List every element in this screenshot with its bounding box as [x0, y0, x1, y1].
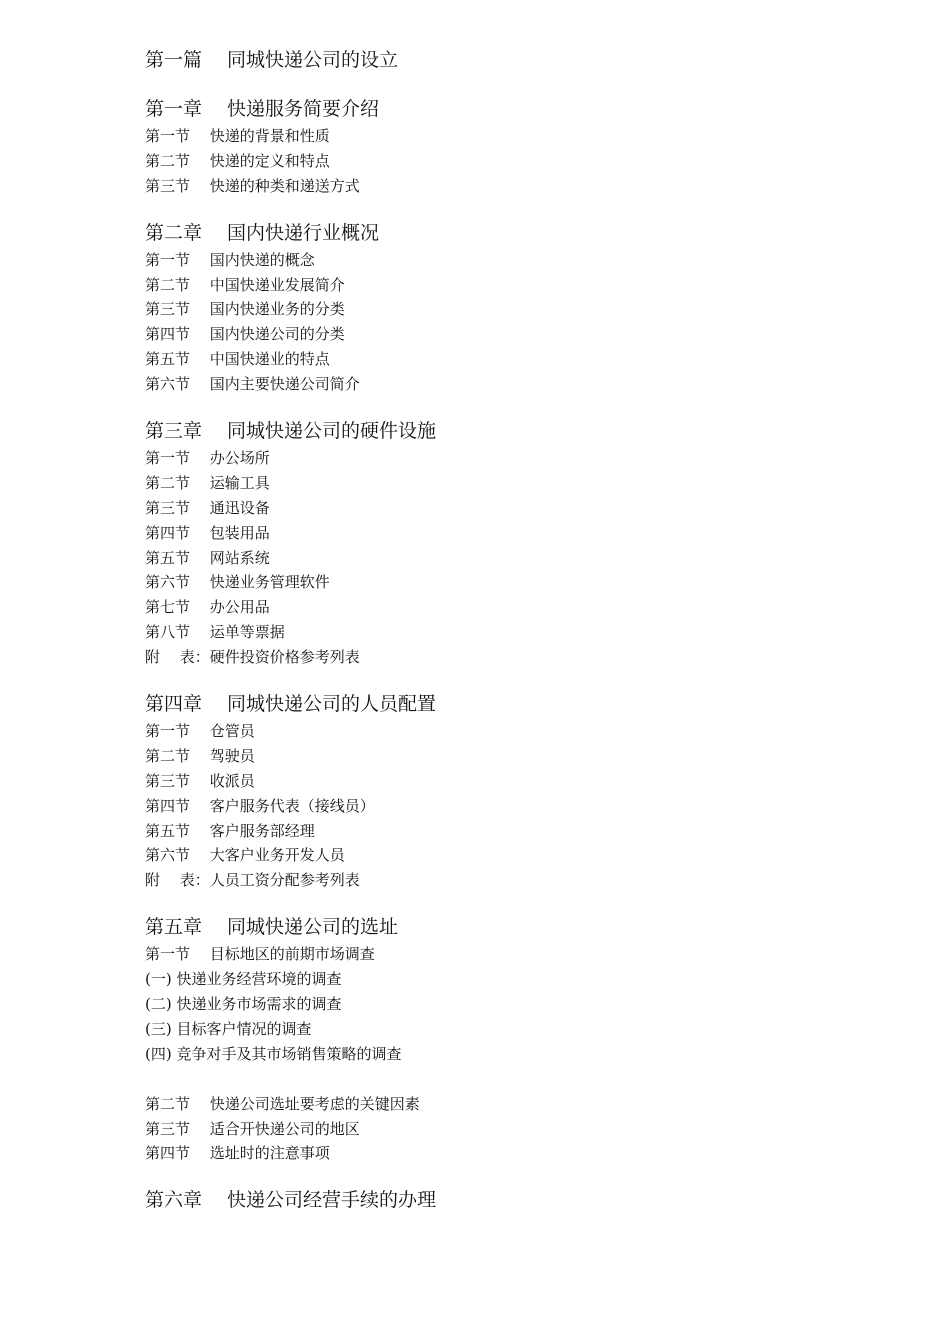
section-item: 第四节 客户服务代表（接线员） — [145, 796, 375, 815]
section-item: 第五节 中国快递业的特点 — [145, 350, 330, 369]
section-item: (四) 竞争对手及其市场销售策略的调查 — [145, 1044, 402, 1063]
section-item: 第三节 适合开快递公司的地区 — [145, 1119, 360, 1138]
section-item: 第一节 办公场所 — [145, 449, 270, 468]
section-item: (一) 快递业务经营环境的调查 — [145, 970, 342, 989]
chapter-section — [145, 97, 845, 199]
section-item: 第八节 运单等票据 — [145, 623, 285, 642]
section-item: 第四节 选址时的注意事项 — [145, 1144, 330, 1163]
chapter-title: 第五章 同城快递公司的选址 — [145, 916, 399, 939]
section-item: 附 表：硬件投资价格参考列表 — [145, 648, 360, 667]
section-item: 第一节 仓管员 — [145, 722, 255, 741]
section-item: 第三节 国内快递业务的分类 — [145, 300, 345, 319]
section-item: 附 表：人员工资分配参考列表 — [145, 871, 360, 890]
section-item: 第五节 客户服务部经理 — [145, 821, 315, 840]
chapter-title: 第二章 国内快递行业概况 — [145, 221, 380, 244]
section-item: 第三节 通迅设备 — [145, 498, 270, 517]
section-item: 第二节 驾驶员 — [145, 746, 255, 765]
section-item: 第六节 国内主要快递公司简介 — [145, 375, 360, 394]
section-item: 第二节 快递的定义和特点 — [145, 151, 330, 170]
section-item: 第二节 快递公司选址要考虑的关键因素 — [145, 1094, 420, 1113]
section-item: 第四节 包装用品 — [145, 523, 270, 542]
section-item: 第五节 网站系统 — [145, 548, 270, 567]
chapter-title: 第三章 同城快递公司的硬件设施 — [145, 420, 437, 443]
chapter-section — [145, 692, 845, 893]
blank-line — [145, 1067, 845, 1092]
section-item: 第七节 办公用品 — [145, 598, 270, 617]
table-of-contents — [145, 48, 845, 1234]
part-title: 第一篇 同城快递公司的设立 — [145, 49, 399, 71]
section-item: 第三节 收派员 — [145, 771, 255, 790]
section-item: 第六节 快递业务管理软件 — [145, 573, 330, 592]
chapter-section — [145, 1188, 845, 1212]
section-item: (二) 快递业务市场需求的调查 — [145, 995, 342, 1014]
chapter-section — [145, 419, 845, 670]
section-item: 第二节 中国快递业发展简介 — [145, 275, 345, 294]
chapter-title: 第四章 同城快递公司的人员配置 — [145, 693, 437, 716]
section-item: 第一节 快递的背景和性质 — [145, 127, 330, 145]
section-item: 第二节 运输工具 — [145, 473, 270, 492]
section-item: 第六节 大客户业务开发人员 — [145, 846, 345, 865]
chapter-section — [145, 915, 845, 1166]
chapter-list — [145, 97, 845, 1212]
section-item: 第一节 国内快递的概念 — [145, 250, 315, 269]
section-item: (三) 目标客户情况的调查 — [145, 1019, 312, 1038]
chapter-title: 第一章 快递服务简要介绍 — [145, 98, 380, 120]
chapter-title: 第六章 快递公司经营手续的办理 — [145, 1189, 437, 1212]
section-item: 第一节 目标地区的前期市场调查 — [145, 945, 375, 964]
section-item: 第四节 国内快递公司的分类 — [145, 325, 345, 344]
chapter-section — [145, 221, 845, 397]
section-item: 第三节 快递的种类和递送方式 — [145, 176, 360, 195]
